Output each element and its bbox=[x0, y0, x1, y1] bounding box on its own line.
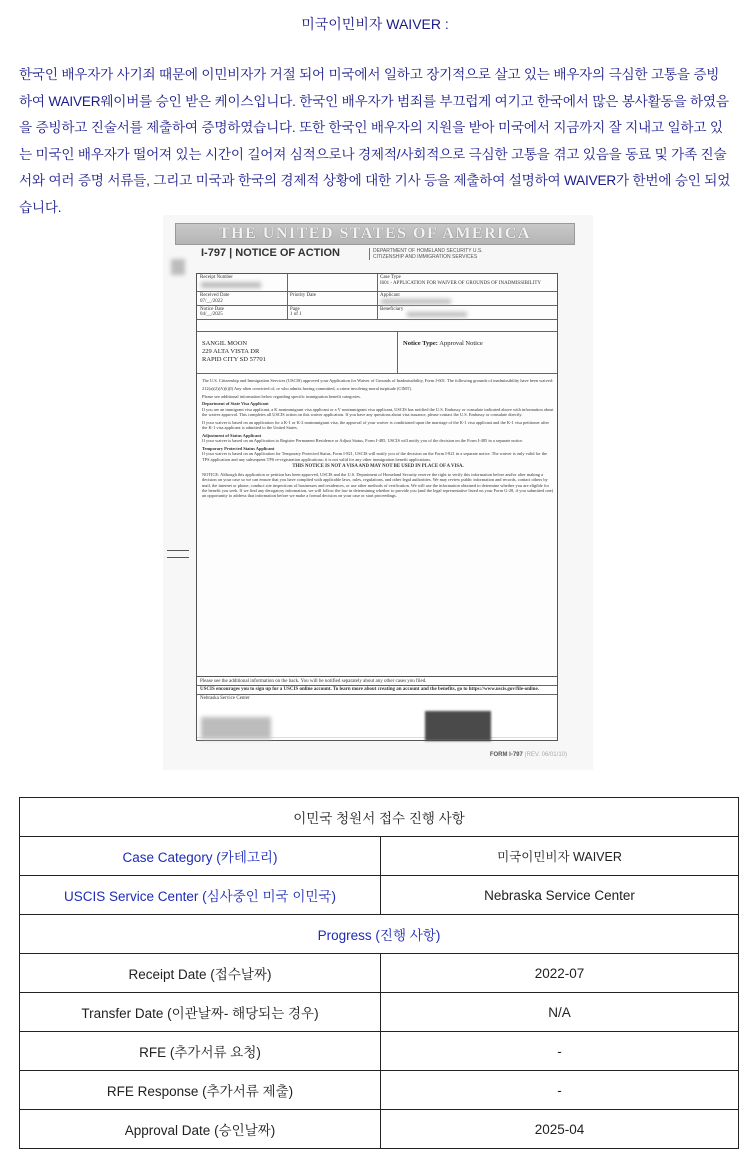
table-row bbox=[20, 993, 739, 1032]
notice-date-label: Notice Date bbox=[200, 307, 225, 312]
table-row bbox=[20, 1110, 739, 1149]
table-row bbox=[20, 954, 739, 993]
table-row bbox=[20, 837, 739, 876]
notice-department: DEPARTMENT OF HOMELAND SECURITY U.S. CITIZENSHIP AND IMMIGRATION SERVICES bbox=[369, 248, 493, 260]
intro-paragraph: 한국인 배우자가 사기죄 때문에 이민비자가 거절 되어 미국에서 일하고 장기적으로 살고 있는 배우자의 극심한 고통을 증빙 하여 WAIVER웨이버를 승인 받은 케이스입니다. 한국인 배우자가 범죄를 부끄럽게 여기고 한국에서 많은 봉사활동을 하였음을 증빙하고 진술서를 제출하여 증명하였습니다. 또한 한국인 배우자의 지원을 받아 미국에서 지금까지 잘 지내고 일하고 있는 미국인 배우자가 떨어져 있는 시간이 길어져 심적으로나 경제적/사회적으로 극심한 고통을 겪고 있음을 동료 및 가족 진술서와 여러 증명 서류들, 그리고 미국과 한국의 경제적 상황에 대한 기사 등을 제출하여 설명하여 WAIVER가 한번에 승인 되었습니다. bbox=[19, 67, 731, 215]
page-label: Page bbox=[290, 307, 300, 312]
table-row bbox=[20, 1071, 739, 1110]
redaction-block bbox=[425, 711, 491, 741]
service-center-value: Nebraska Service Center bbox=[381, 876, 739, 915]
form-number: FORM I-797 (REV. 06/01/10) bbox=[489, 752, 567, 758]
approval-date-value: 2025-04 bbox=[381, 1110, 739, 1149]
table-row bbox=[20, 1032, 739, 1071]
redaction-block bbox=[201, 717, 271, 739]
received-date-label: Received Date bbox=[200, 293, 230, 298]
case-type-label: Case Type bbox=[380, 275, 401, 280]
rfe-label: RFE (추가서류 요청) bbox=[20, 1032, 381, 1071]
transfer-date-value: N/A bbox=[381, 993, 739, 1032]
table-row bbox=[20, 915, 739, 954]
notice-footer: Please see the additional information on the back. You will be notified separately about any other cases you filed. USCIS encourages you to sign up for a USCIS online account. To learn more about creating an account and the benefits, go to https://www.uscis.gov/file-online. Nebraska Service Center bbox=[196, 676, 558, 741]
redaction-block bbox=[381, 299, 451, 304]
redaction-block bbox=[171, 259, 185, 275]
notice-type: Notice Type: Approval Notice bbox=[403, 340, 483, 347]
service-center-label: Nebraska Service Center bbox=[200, 696, 250, 701]
divider-mark bbox=[167, 550, 189, 558]
received-date-value: 07/__/2022 bbox=[200, 299, 223, 304]
service-center-label: USCIS Service Center (심사중인 미국 이민국) bbox=[20, 876, 381, 915]
notice-form-box bbox=[196, 273, 558, 738]
progress-header: Progress (진행 사항) bbox=[20, 915, 739, 954]
notice-date-value: 04/__/2025 bbox=[200, 312, 223, 317]
case-progress-table bbox=[19, 797, 739, 1149]
notice-form-title: I-797 | NOTICE OF ACTION bbox=[201, 247, 340, 259]
table-row bbox=[20, 876, 739, 915]
rfe-response-value: - bbox=[381, 1071, 739, 1110]
case-category-value: 미국이민비자 WAIVER bbox=[381, 837, 739, 876]
table-header: 이민국 청원서 접수 진행 사항 bbox=[20, 798, 739, 837]
case-category-label: Case Category (카테고리) bbox=[20, 837, 381, 876]
applicant-label: Applicant bbox=[380, 293, 400, 298]
priority-date-label: Priority Date bbox=[290, 293, 316, 298]
mailing-address: SANGIL MOON 229 ALTA VISTA DR RAPID CITY SD 57701 bbox=[202, 340, 266, 363]
case-type-value: I601 - APPLICATION FOR WAIVER OF GROUNDS OF INADMISSIBILITY bbox=[380, 281, 542, 286]
approval-date-label: Approval Date (승인날짜) bbox=[20, 1110, 381, 1149]
page-title: 미국이민비자 WAIVER : bbox=[301, 16, 449, 32]
receipt-number-label: Receipt Number bbox=[200, 275, 233, 280]
beneficiary-label: Beneficiary bbox=[380, 307, 404, 312]
page-value: 1 of 1 bbox=[290, 312, 302, 317]
rfe-value: - bbox=[381, 1032, 739, 1071]
receipt-date-label: Receipt Date (접수날짜) bbox=[20, 954, 381, 993]
receipt-date-value: 2022-07 bbox=[381, 954, 739, 993]
redaction-block bbox=[407, 312, 467, 317]
transfer-date-label: Transfer Date (이관날짜- 해당되는 경우) bbox=[20, 993, 381, 1032]
i797-notice-image bbox=[163, 215, 593, 770]
notice-body: The U.S. Citizenship and Immigration Services (USCIS) approved your Application for Waiver of Grounds of Inadmissibility, Form I-601. The following grounds of inadmissibility have been waived: 212(a)(2)(A)(i)(I) Any alien convicted of, or who admits having committed, a crime involving moral turpitude (CIMT). Please see additional information below regarding specific immigration benefit categories. Department of State Visa Applicant If you are an immigrant visa applicant, a K nonimmigrant visa applicant or a V nonimmigrant visa applicant, USCIS has notified the U.S. Embassy or consulate indicated above with information about the waiver approval. This completes all USCIS action on this waiver application. If you have any questions about visa issuance, please contact the U.S. Embassy or consulate directly. If your waiver is based on an application for a K-1 or K-2 nonimmigrant visa, the approval of your waiver is conditioned upon the marriage of the K-1 visa applicant and the K-1 visa petitioner after the K-1 visa applicant is admitted to the United States. Adjustment of Status Applicant If your waiver is based on an Application to Register Permanent Residence or Adjust Status, Form I-485, USCIS will notify you of the decision on the Form I-485 in a separate notice. Temporary Protected Status Applicant If your waiver is based on an Application for Temporary Protected Status, Form I-821, USCIS will notify you of the decision on the Form I-821 in a separate notice. The waiver is only valid for the TPS application and any subsequent TPS re-registration applications; it is not valid for any other immigration benefit applications. THIS NOTICE IS NOT A VISA AND MAY NOT BE USED IN PLACE OF A VISA. NOTICE: Although this application or petition has been approved, USCIS and the U.S. Department of Homeland Security reserve the right to verify this information before and/or after making a decision on your case so we can ensure that you have complied with applicable laws, rules, regulations, and other legal authorities. We may review public information and records, contact others by mail, the internet or phone, conduct site inspections of businesses and residences, or use other methods of verification. We will use the information obtained to determine whether you are eligible for the benefit you seek. If we find any derogatory information, we will follow the law in determining whether to provide you (and the legal representative listed on your Form G-28, if you submitted one) an opportunity to address that information before we make a formal decision on your case or start proceedings. bbox=[202, 378, 554, 499]
redaction-block bbox=[201, 282, 261, 288]
table-row bbox=[20, 798, 739, 837]
rfe-response-label: RFE Response (추가서류 제출) bbox=[20, 1071, 381, 1110]
notice-banner: THE UNITED STATES OF AMERICA bbox=[175, 223, 575, 245]
